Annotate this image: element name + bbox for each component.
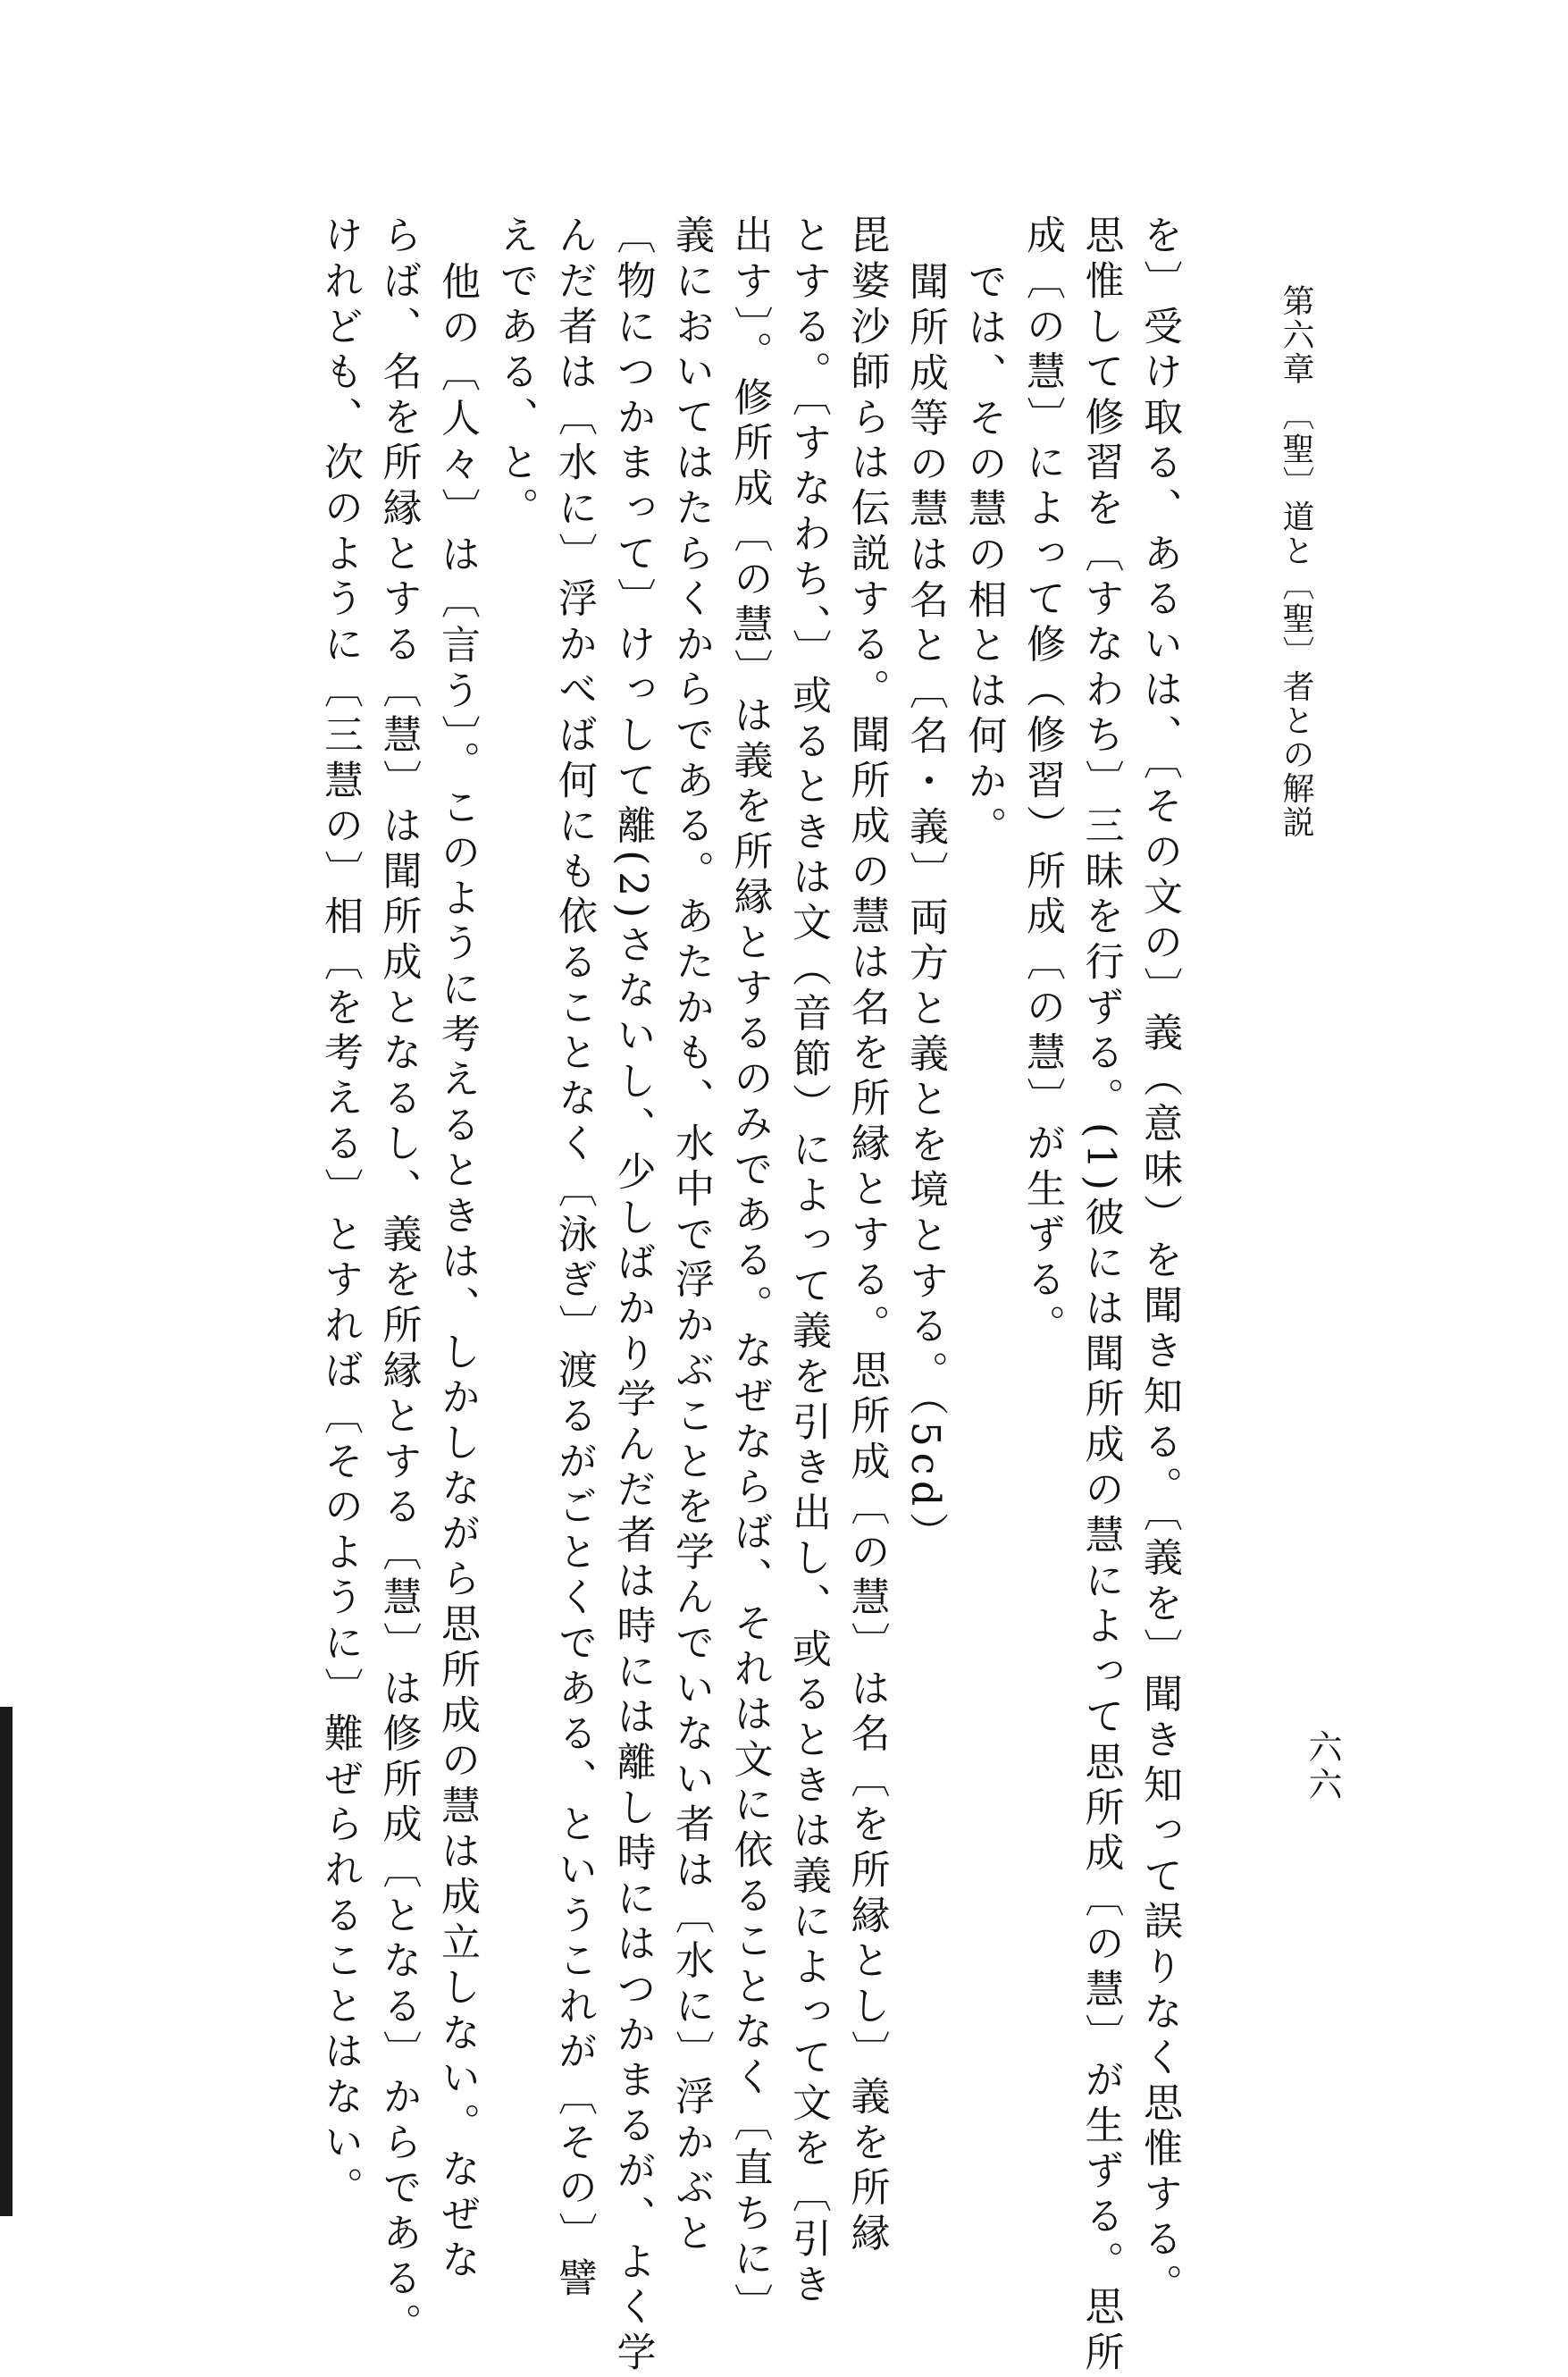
text-column-7: とする。〔すなわち、〕或るときは文（音節）によって義を引き出し、或るときは義によって文を〔引き (785, 214, 831, 2309)
running-head: 第六章 〔聖〕道と〔聖〕者との解説 (1278, 284, 1314, 840)
verse-column: 聞所成等の慧は名と〔名・義〕両方と義とを境とする。（5cd） (902, 261, 948, 1558)
text-column-1: を〕受け取る、あるいは、〔その文の〕義（意味）を聞き知る。〔義を〕聞き知って誤りなく思惟する。 (1136, 214, 1182, 2309)
text-column-9: 義においてはたらくからである。あたかも、水中で浮かぶことを学んでいない者は〔水に〕浮かぶと (668, 214, 714, 2257)
scan-edge-shadow (0, 1707, 13, 2216)
text-column-3: 成〔の慧〕によって修（修習）所成〔の慧〕が生ずる。 (1019, 214, 1065, 1349)
text-column-15: けれども、次のように〔三慧の〕相〔を考える〕とすれば〔そのように〕難ぜられることはない。 (317, 214, 363, 2213)
body-text (170, 214, 1188, 2377)
text-column-2: 思惟して修習を〔すなわち〕三昧を行ずる。(1)彼には聞所成の慧によって思所成〔の慧〕が生ずる。思所 (1077, 214, 1124, 2377)
text-column-10: 〔物につかまって〕けっして離(2)さないし、少しばかり学んだ者は時には離し時にはつかまるが、よく学 (609, 214, 656, 2377)
text-column-11: んだ者は〔水に〕浮かべば何にも依ることなく〔泳ぎ〕渡るがごとくである、というこれが〔その〕譬 (551, 214, 597, 2303)
text-column-12: えである、と。 (492, 214, 539, 533)
page-number: 六六 (1303, 1729, 1342, 1804)
text-column-6: 毘婆沙師らは伝説する。聞所成の慧は名を所縁とする。思所成〔の慧〕は名〔を所縁とし〕義を所縁 (843, 214, 890, 2257)
text-column-13: 他の〔人々〕は〔言う〕。このように考えるときは、しかしながら思所成の慧は成立しない。なぜな (434, 261, 480, 2284)
text-column-4: では、その慧の相とは何か。 (960, 261, 1007, 852)
text-column-14: らば、名を所縁とする〔慧〕は聞所成となるし、義を所縁とする〔慧〕は修所成〔となる〕からである。 (375, 214, 422, 2348)
text-column-8: 出す〕。修所成〔の慧〕は義を所縁とするのみである。なぜならば、それは文に依ることなく〔直ちに〕 (726, 214, 773, 2329)
